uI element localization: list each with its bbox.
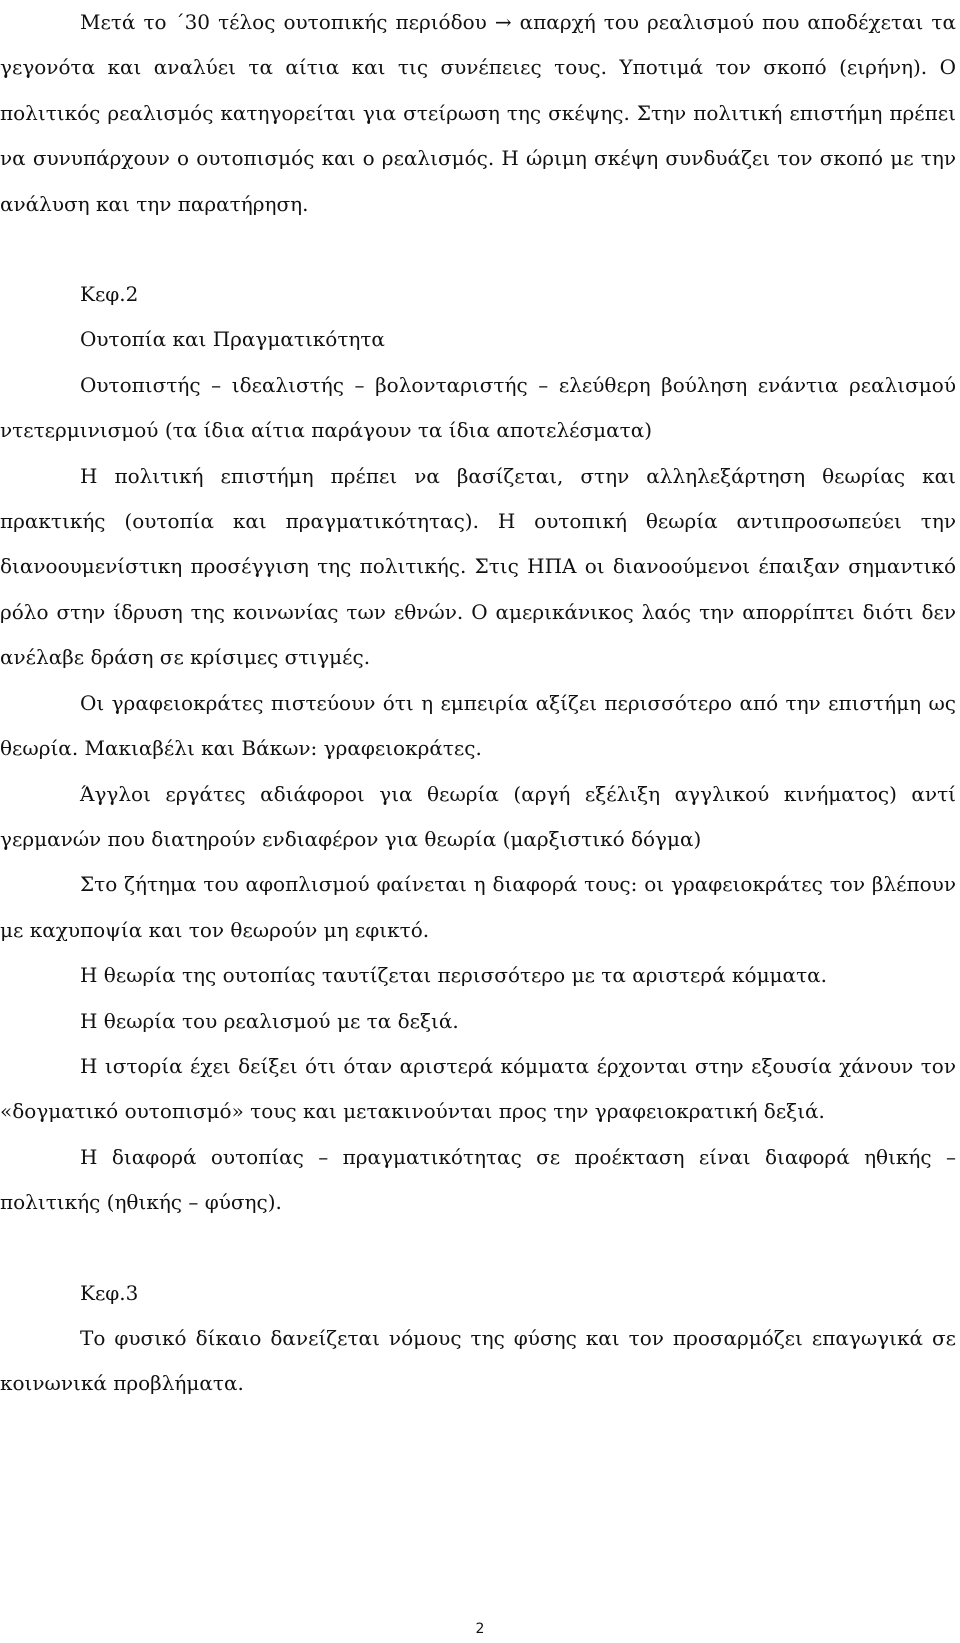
paragraph-utopist-vs-realist: Ουτοπιστής – ιδεαλιστής – βολονταριστής – ελεύθερη βούληση ενάντια ρεαλισμού ντετερμινισμού (τα ίδια αίτια παράγουν τα ίδια αποτελέσματα) (0, 372, 956, 443)
paragraph-disarmament: Στο ζήτημα του αφοπλισμού φαίνεται η διαφορά τους: οι γραφειοκράτες τον βλέπουν με καχυποψία και τον θεωρούν μη εφικτό. (0, 872, 956, 942)
chapter-3-heading: Κεφ.3 (80, 1280, 139, 1305)
paragraph-gap (0, 1226, 956, 1271)
paragraph-natural-law: Το φυσικό δίκαιο δανείζεται νόμους της φύσης και τον προσαρμόζει επαγωγικά σε κοινωνικά προβλήματα. (0, 1325, 956, 1396)
paragraph-right-parties: Η θεωρία του ρεαλισμού με τα δεξιά. (80, 1008, 459, 1033)
page-number: 2 (475, 1621, 485, 1637)
chapter-2-heading: Κεφ.2 (80, 282, 139, 307)
paragraph-ethics-politics: Η διαφορά ουτοπίας – πραγματικότητας σε προέκταση είναι διαφορά ηθικής – πολιτικής (ηθικής – φύσης). (0, 1144, 956, 1215)
paragraph-history-left-power: Η ιστορία έχει δείξει ότι όταν αριστερά κόμματα έρχονται στην εξουσία χάνουν τον «δογματικό ουτοπισμό» τους και μετακινούνται προς την γραφειοκρατική δεξιά. (0, 1053, 956, 1124)
paragraph-left-parties: Η θεωρία της ουτοπίας ταυτίζεται περισσότερο με τα αριστερά κόμματα. (80, 963, 827, 988)
paragraph-gap (0, 227, 956, 272)
paragraph-english-workers: Άγγλοι εργάτες αδιάφοροι για θεωρία (αργή εξέλιξη αγγλικού κινήματος) αντί γερμανών που διατηρούν ενδιαφέρον για θεωρία (μαρξιστικό δόγμα) (0, 781, 956, 851)
paragraph-realism-intro: Μετά το ΄30 τέλος ουτοπικής περιόδου → απαρχή του ρεαλισμού που αποδέχεται τα γεγονότα και αναλύει τα αίτια και τις συνέπειες τους. Υποτιμά τον σκοπό (ειρήνη). Ο πολιτικός ρεαλισμός κατηγορείται για στείρωση της σκέψης. Στην πολιτική επιστήμη πρέπει να συνυπάρχουν ο ουτοπισμός και ο ρεαλισμός. Η ώριμη σκέψη συνδυάζει τον σκοπό με την ανάλυση και την παρατήρηση. (0, 10, 956, 216)
paragraph-theory-practice: Η πολιτική επιστήμη πρέπει να βασίζεται, στην αλληλεξάρτηση θεωρίας και πρακτικής (ουτοπία και πραγματικότητας). Η ουτοπική θεωρία αντιπροσωπεύει την διανοουμενίστικη προσέγγιση της πολιτικής. Στις ΗΠΑ οι διανοούμενοι έπαιξαν σημαντικό ρόλο στην ίδρυση της κοινωνίας των εθνών. Ο αμερικάνικος λαός την απορρίπτει διότι δεν ανέλαβε δράση σε κρίσιμες στιγμές. (0, 463, 956, 670)
chapter-2-title: Ουτοπία και Πραγματικότητα (80, 327, 385, 352)
paragraph-bureaucrats: Οι γραφειοκράτες πιστεύουν ότι η εμπειρία αξίζει περισσότερο από την επιστήμη ως θεωρία. Μακιαβέλι και Βάκων: γραφειοκράτες. (0, 690, 956, 761)
